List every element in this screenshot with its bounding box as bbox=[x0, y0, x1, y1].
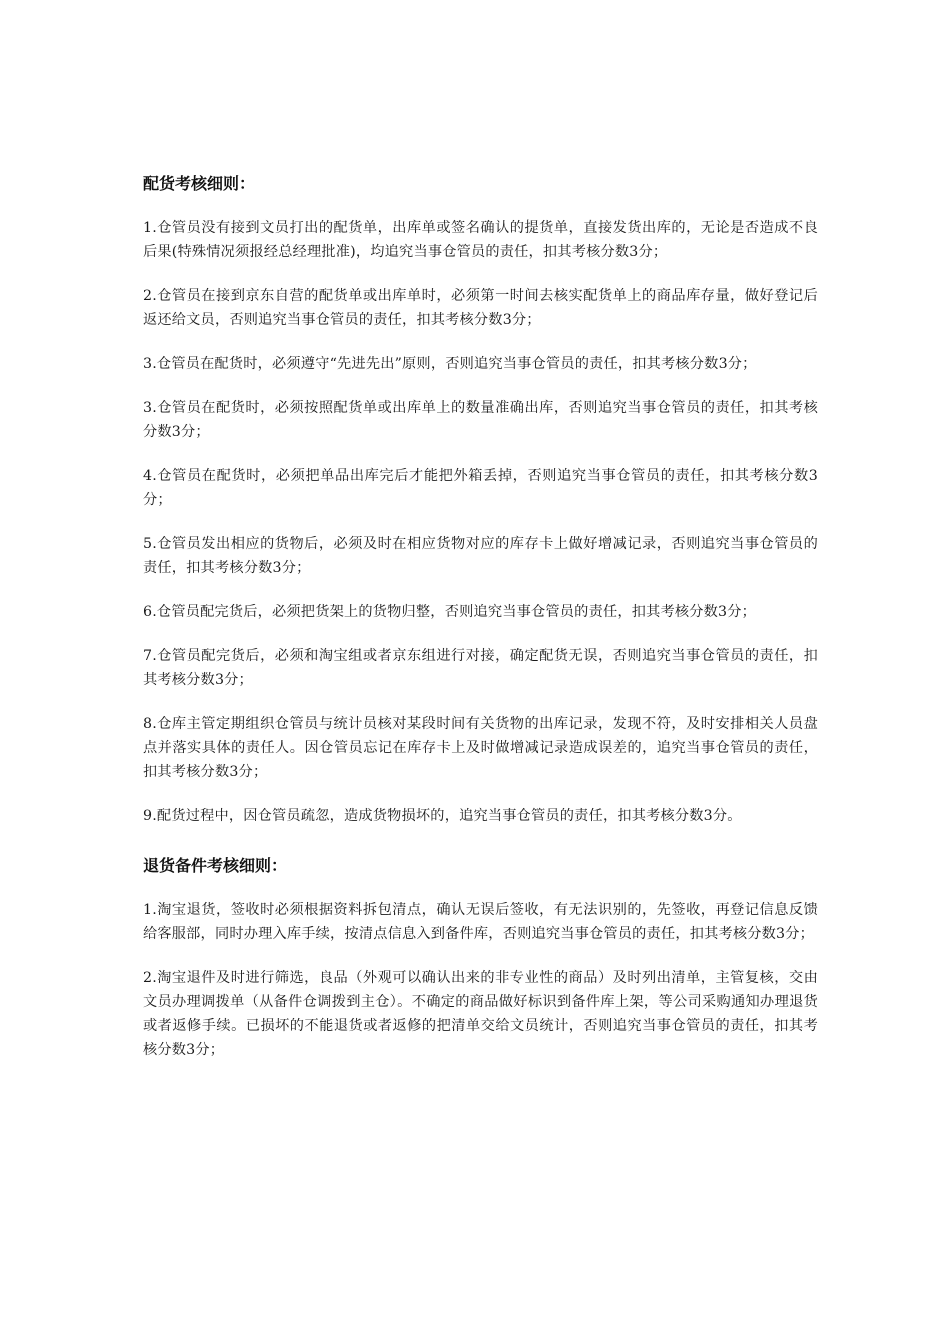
section-picking bbox=[143, 172, 818, 828]
rule-paragraph: 3.仓管员在配货时，必须遵守“先进先出”原则，否则追究当事仓管员的责任，扣其考核分数3分； bbox=[143, 356, 757, 372]
rule-paragraph: 9.配货过程中，因仓管员疏忽，造成货物损坏的，追究当事仓管员的责任，扣其考核分数3分。 bbox=[143, 808, 742, 824]
rule-paragraph: 6.仓管员配完货后，必须把货架上的货物归整，否则追究当事仓管员的责任，扣其考核分数3分； bbox=[143, 604, 757, 620]
rule-paragraph: 5.仓管员发出相应的货物后，必须及时在相应货物对应的库存卡上做好增减记录，否则追究当事仓管员的责任，扣其考核分数3分； bbox=[143, 536, 818, 576]
rule-paragraph: 2.淘宝退件及时进行筛选，良品（外观可以确认出来的非专业性的商品）及时列出清单，主管复核，交由文员办理调拨单（从备件仓调拨到主仓）。不确定的商品做好标识到备件库上架，等公司采购通知办理退货或者返修手续。已损坏的不能退货或者返修的把清单交给文员统计，否则追究当事仓管员的责任，扣其考核分数3分； bbox=[143, 970, 818, 1058]
rule-paragraph: 1.淘宝退货，签收时必须根据资料拆包清点，确认无误后签收，有无法识别的，先签收，再登记信息反馈给客服部，同时办理入库手续，按清点信息入到备件库，否则追究当事仓管员的责任，扣其考核分数3分； bbox=[143, 902, 818, 942]
section-title: 配货考核细则： bbox=[143, 174, 256, 193]
section-returns bbox=[143, 854, 818, 1062]
rule-paragraph: 3.仓管员在配货时，必须按照配货单或出库单上的数量准确出库，否则追究当事仓管员的责任，扣其考核分数3分； bbox=[143, 400, 818, 440]
rule-paragraph: 2.仓管员在接到京东自营的配货单或出库单时，必须第一时间去核实配货单上的商品库存量，做好登记后返还给文员，否则追究当事仓管员的责任，扣其考核分数3分； bbox=[143, 288, 818, 328]
document-page bbox=[143, 172, 818, 1082]
section-title: 退货备件考核细则： bbox=[143, 856, 288, 875]
rule-paragraph: 8.仓库主管定期组织仓管员与统计员核对某段时间有关货物的出库记录，发现不符，及时安排相关人员盘点并落实具体的责任人。因仓管员忘记在库存卡上及时做增减记录造成误差的，追究当事仓管员的责任，扣其考核分数3分； bbox=[143, 716, 818, 780]
rule-paragraph: 1.仓管员没有接到文员打出的配货单，出库单或签名确认的提货单，直接发货出库的，无论是否造成不良后果(特殊情况须报经总经理批准)，均追究当事仓管员的责任，扣其考核分数3分； bbox=[143, 220, 818, 260]
rule-paragraph: 4.仓管员在配货时，必须把单品出库完后才能把外箱丢掉，否则追究当事仓管员的责任，扣其考核分数3分； bbox=[143, 468, 818, 508]
rule-paragraph: 7.仓管员配完货后，必须和淘宝组或者京东组进行对接，确定配货无误，否则追究当事仓管员的责任，扣其考核分数3分； bbox=[143, 648, 818, 688]
